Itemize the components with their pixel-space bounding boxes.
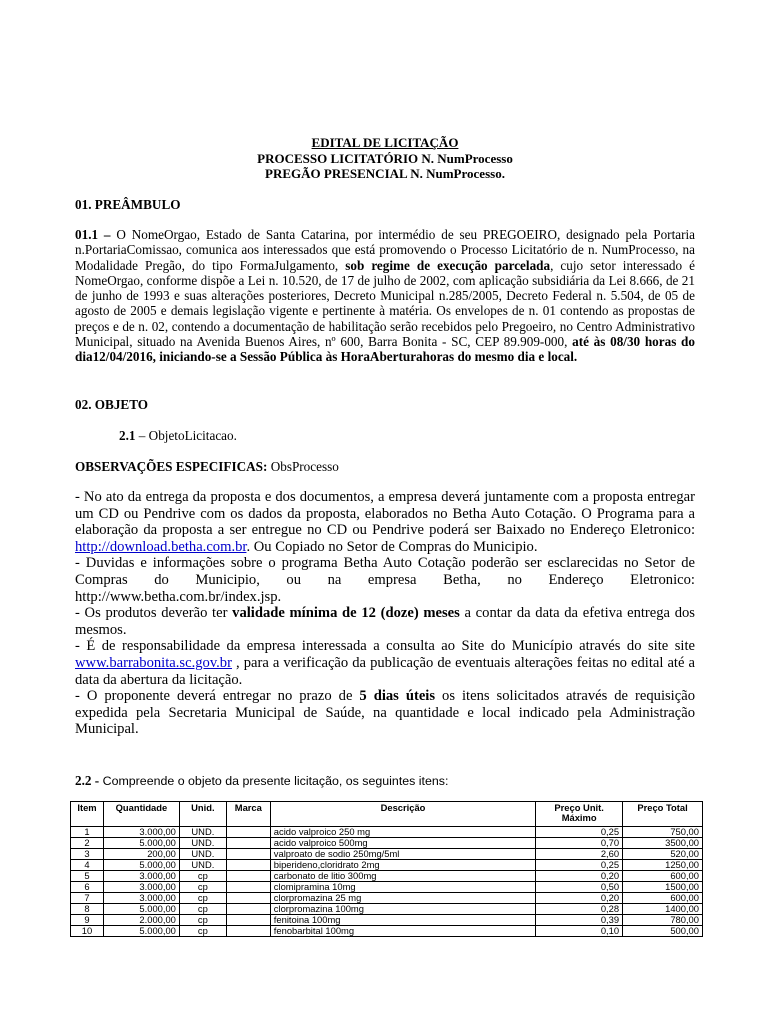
cell-preco-unit: 0,20 — [536, 893, 623, 904]
cell-descricao: clomipramina 10mg — [270, 882, 535, 893]
table-row — [71, 860, 703, 871]
cell-quantidade: 3.000,00 — [103, 827, 179, 838]
cell-descricao: biperideno,cloridrato 2mg — [270, 860, 535, 871]
cell-preco-total: 500,00 — [623, 926, 703, 937]
cell-descricao: acido valproico 250 mg — [270, 827, 535, 838]
cell-quantidade: 5.000,00 — [103, 860, 179, 871]
subitem-text: Compreende o objeto da presente licitação, os seguintes itens: — [99, 774, 449, 788]
cell-item: 10 — [71, 926, 104, 937]
observacoes-value: ObsProcesso — [267, 459, 339, 474]
observacao-item-3: - Os produtos deverão ter validade mínima de 12 (doze) meses a contar da data da efetiva entrega dos mesmos. — [75, 605, 695, 638]
download-betha-link[interactable]: http://download.betha.com.br — [75, 538, 247, 555]
objeto-text: – ObjetoLicitacao. — [135, 428, 237, 443]
cell-item: 2 — [71, 838, 104, 849]
table-row — [71, 915, 703, 926]
observacao-item-1: - No ato da entrega da proposta e dos documentos, a empresa deverá juntamente com a proposta entregar um CD ou Pendrive com os dados da proposta, elaborados no Betha Auto Cotação. O Programa para a elaboração da proposta a ser entregue no CD ou Pendrive poderá ser Baixado no Endereço Eletronico: http://download.betha.com.br. Ou Copiado no Setor de Compras do Municipio. — [75, 489, 695, 555]
cell-preco-total: 1400,00 — [623, 904, 703, 915]
cell-descricao: valproato de sodio 250mg/5ml — [270, 849, 535, 860]
header-descricao: Descrição — [270, 802, 535, 827]
cell-item: 9 — [71, 915, 104, 926]
cell-quantidade: 5.000,00 — [103, 904, 179, 915]
header-preco-total: Preço Total — [623, 802, 703, 827]
cell-preco-unit: 0,25 — [536, 827, 623, 838]
preambulo-text-1: O NomeOrgao, Estado de Santa Catarina, por intermédio de seu PREGOEIRO, designado pela Portaria n.PortariaComissao, comunica aos interessados que está promovendo o Processo Licitatório de n. NumProcesso, na Modalidade Pregão, do tipo FormaJulgamento, — [75, 227, 695, 273]
cell-unid: UND. — [179, 849, 226, 860]
cell-preco-unit: 0,39 — [536, 915, 623, 926]
cell-preco-unit: 0,10 — [536, 926, 623, 937]
cell-preco-total: 520,00 — [623, 849, 703, 860]
header-unid: Unid. — [179, 802, 226, 827]
cell-item: 7 — [71, 893, 104, 904]
cell-item: 6 — [71, 882, 104, 893]
cell-marca — [226, 904, 270, 915]
cell-unid: cp — [179, 915, 226, 926]
table-row — [71, 871, 703, 882]
cell-preco-total: 750,00 — [623, 827, 703, 838]
cell-item: 5 — [71, 871, 104, 882]
cell-item: 8 — [71, 904, 104, 915]
cell-descricao: clorpromazina 100mg — [270, 904, 535, 915]
preambulo-text-2: , cujo setor interessado é NomeOrgao, conforme dispõe a Lei n. 10.520, de 17 de julho de 2002, com aplicação subsidiária da Lei 8.666, de 21 de junho de 1993 e suas alterações posteriores, Decreto Municipal n.285/2005, Decreto Federal n. 5.504, de 05 de agosto de 2005 e demais legislação vigente e pertinente à matéria. Os envelopes de n. 01 contendo as propostas de preços e de n. 02, contendo a documentação de habilitação serão recebidos pelo Pregoeiro, no Centro Administrativo Municipal, situado na Avenida Buenos Aires, nº 600, Barra Bonita - SC, CEP 89.909-000, — [75, 257, 695, 350]
cell-marca — [226, 915, 270, 926]
cell-preco-unit: 0,50 — [536, 882, 623, 893]
edital-title: EDITAL DE LICITAÇÃO — [311, 135, 459, 150]
cell-quantidade: 2.000,00 — [103, 915, 179, 926]
table-row — [71, 849, 703, 860]
processo-title: PROCESSO LICITATÓRIO N. NumProcesso — [257, 151, 513, 166]
cell-quantidade: 3.000,00 — [103, 882, 179, 893]
cell-preco-total: 600,00 — [623, 893, 703, 904]
header-quantidade: Quantidade — [103, 802, 179, 827]
cell-quantidade: 3.000,00 — [103, 871, 179, 882]
preambulo-bold-1: sob regime de execução parcelada — [345, 257, 551, 273]
cell-unid: UND. — [179, 860, 226, 871]
table-header-row — [71, 802, 703, 827]
cell-preco-unit: 0,25 — [536, 860, 623, 871]
observacao-item-4: - É de responsabilidade da empresa interessada a consulta ao Site do Município através do site site www.barrabonita.sc.gov.br , para a verificação da publicação de eventuais alterações feitas no edital até a data da abertura da licitação. — [75, 638, 695, 688]
header-preco-unit: Preço Unit. Máximo — [536, 802, 623, 827]
items-table-body — [71, 827, 703, 937]
cell-preco-unit: 0,20 — [536, 871, 623, 882]
cell-quantidade: 5.000,00 — [103, 926, 179, 937]
section-preambulo-title: 01. PREÂMBULO — [75, 197, 181, 212]
cell-preco-total: 1250,00 — [623, 860, 703, 871]
cell-preco-unit: 2,60 — [536, 849, 623, 860]
cell-item: 4 — [71, 860, 104, 871]
cell-preco-unit: 0,70 — [536, 838, 623, 849]
cell-unid: cp — [179, 926, 226, 937]
cell-item: 1 — [71, 827, 104, 838]
cell-preco-total: 600,00 — [623, 871, 703, 882]
table-row — [71, 904, 703, 915]
cell-unid: cp — [179, 893, 226, 904]
subitem-2-2 — [75, 773, 695, 789]
table-row — [71, 838, 703, 849]
preambulo-paragraph — [75, 227, 695, 365]
observacoes-label: OBSERVAÇÕES ESPECIFICAS: — [75, 459, 268, 474]
cell-preco-total: 3500,00 — [623, 838, 703, 849]
cell-unid: cp — [179, 882, 226, 893]
cell-marca — [226, 871, 270, 882]
cell-marca — [226, 926, 270, 937]
cell-unid: cp — [179, 904, 226, 915]
cell-item: 3 — [71, 849, 104, 860]
cell-preco-unit: 0,28 — [536, 904, 623, 915]
subitem-num: 2.2 - — [75, 773, 100, 788]
pregao-title: PREGÃO PRESENCIAL N. NumProcesso. — [265, 166, 505, 181]
cell-marca — [226, 827, 270, 838]
cell-quantidade: 200,00 — [103, 849, 179, 860]
cell-quantidade: 3.000,00 — [103, 893, 179, 904]
observacao-item-5: - O proponente deverá entregar no prazo de 5 dias úteis os itens solicitados através de requisição expedida pela Secretaria Municipal de Saúde, na quantidade e local indicado pela Administração Municipal. — [75, 688, 695, 738]
cell-descricao: fenobarbital 100mg — [270, 926, 535, 937]
cell-marca — [226, 860, 270, 871]
cell-unid: UND. — [179, 838, 226, 849]
preambulo-num: 01.1 – — [75, 227, 111, 242]
table-row — [71, 893, 703, 904]
cell-unid: cp — [179, 871, 226, 882]
cell-marca — [226, 838, 270, 849]
table-row — [71, 882, 703, 893]
cell-preco-total: 1500,00 — [623, 882, 703, 893]
cell-marca — [226, 893, 270, 904]
cell-descricao: acido valproico 500mg — [270, 838, 535, 849]
items-table — [70, 801, 703, 937]
cell-marca — [226, 849, 270, 860]
cell-marca — [226, 882, 270, 893]
cell-descricao: fenitoina 100mg — [270, 915, 535, 926]
observacoes-list — [75, 489, 695, 738]
objeto-num: 2.1 — [119, 428, 136, 443]
cell-unid: UND. — [179, 827, 226, 838]
header-marca: Marca — [226, 802, 270, 827]
cell-quantidade: 5.000,00 — [103, 838, 179, 849]
cell-preco-total: 780,00 — [623, 915, 703, 926]
observacoes-line — [75, 459, 695, 474]
section-objeto-title: 02. OBJETO — [75, 397, 149, 412]
table-row — [71, 827, 703, 838]
barrabonita-site-link[interactable]: www.barrabonita.sc.gov.br — [75, 654, 232, 671]
observacao-item-2: - Duvidas e informações sobre o programa Betha Auto Cotação poderão ser esclarecidas no Setor de Compras do Municipio, ou na empresa Betha, no Endereço Eletronico: http://www.betha.com.br/index.jsp. — [75, 555, 695, 605]
cell-descricao: carbonato de litio 300mg — [270, 871, 535, 882]
objeto-item — [119, 428, 699, 443]
header-item: Item — [71, 802, 104, 827]
preambulo-bold-2: até às 08/30 horas do dia12/04/2016, iniciando-se a Sessão Pública às HoraAberturahoras do mesmo dia e local. — [75, 334, 695, 365]
table-row — [71, 926, 703, 937]
cell-descricao: clorpromazina 25 mg — [270, 893, 535, 904]
